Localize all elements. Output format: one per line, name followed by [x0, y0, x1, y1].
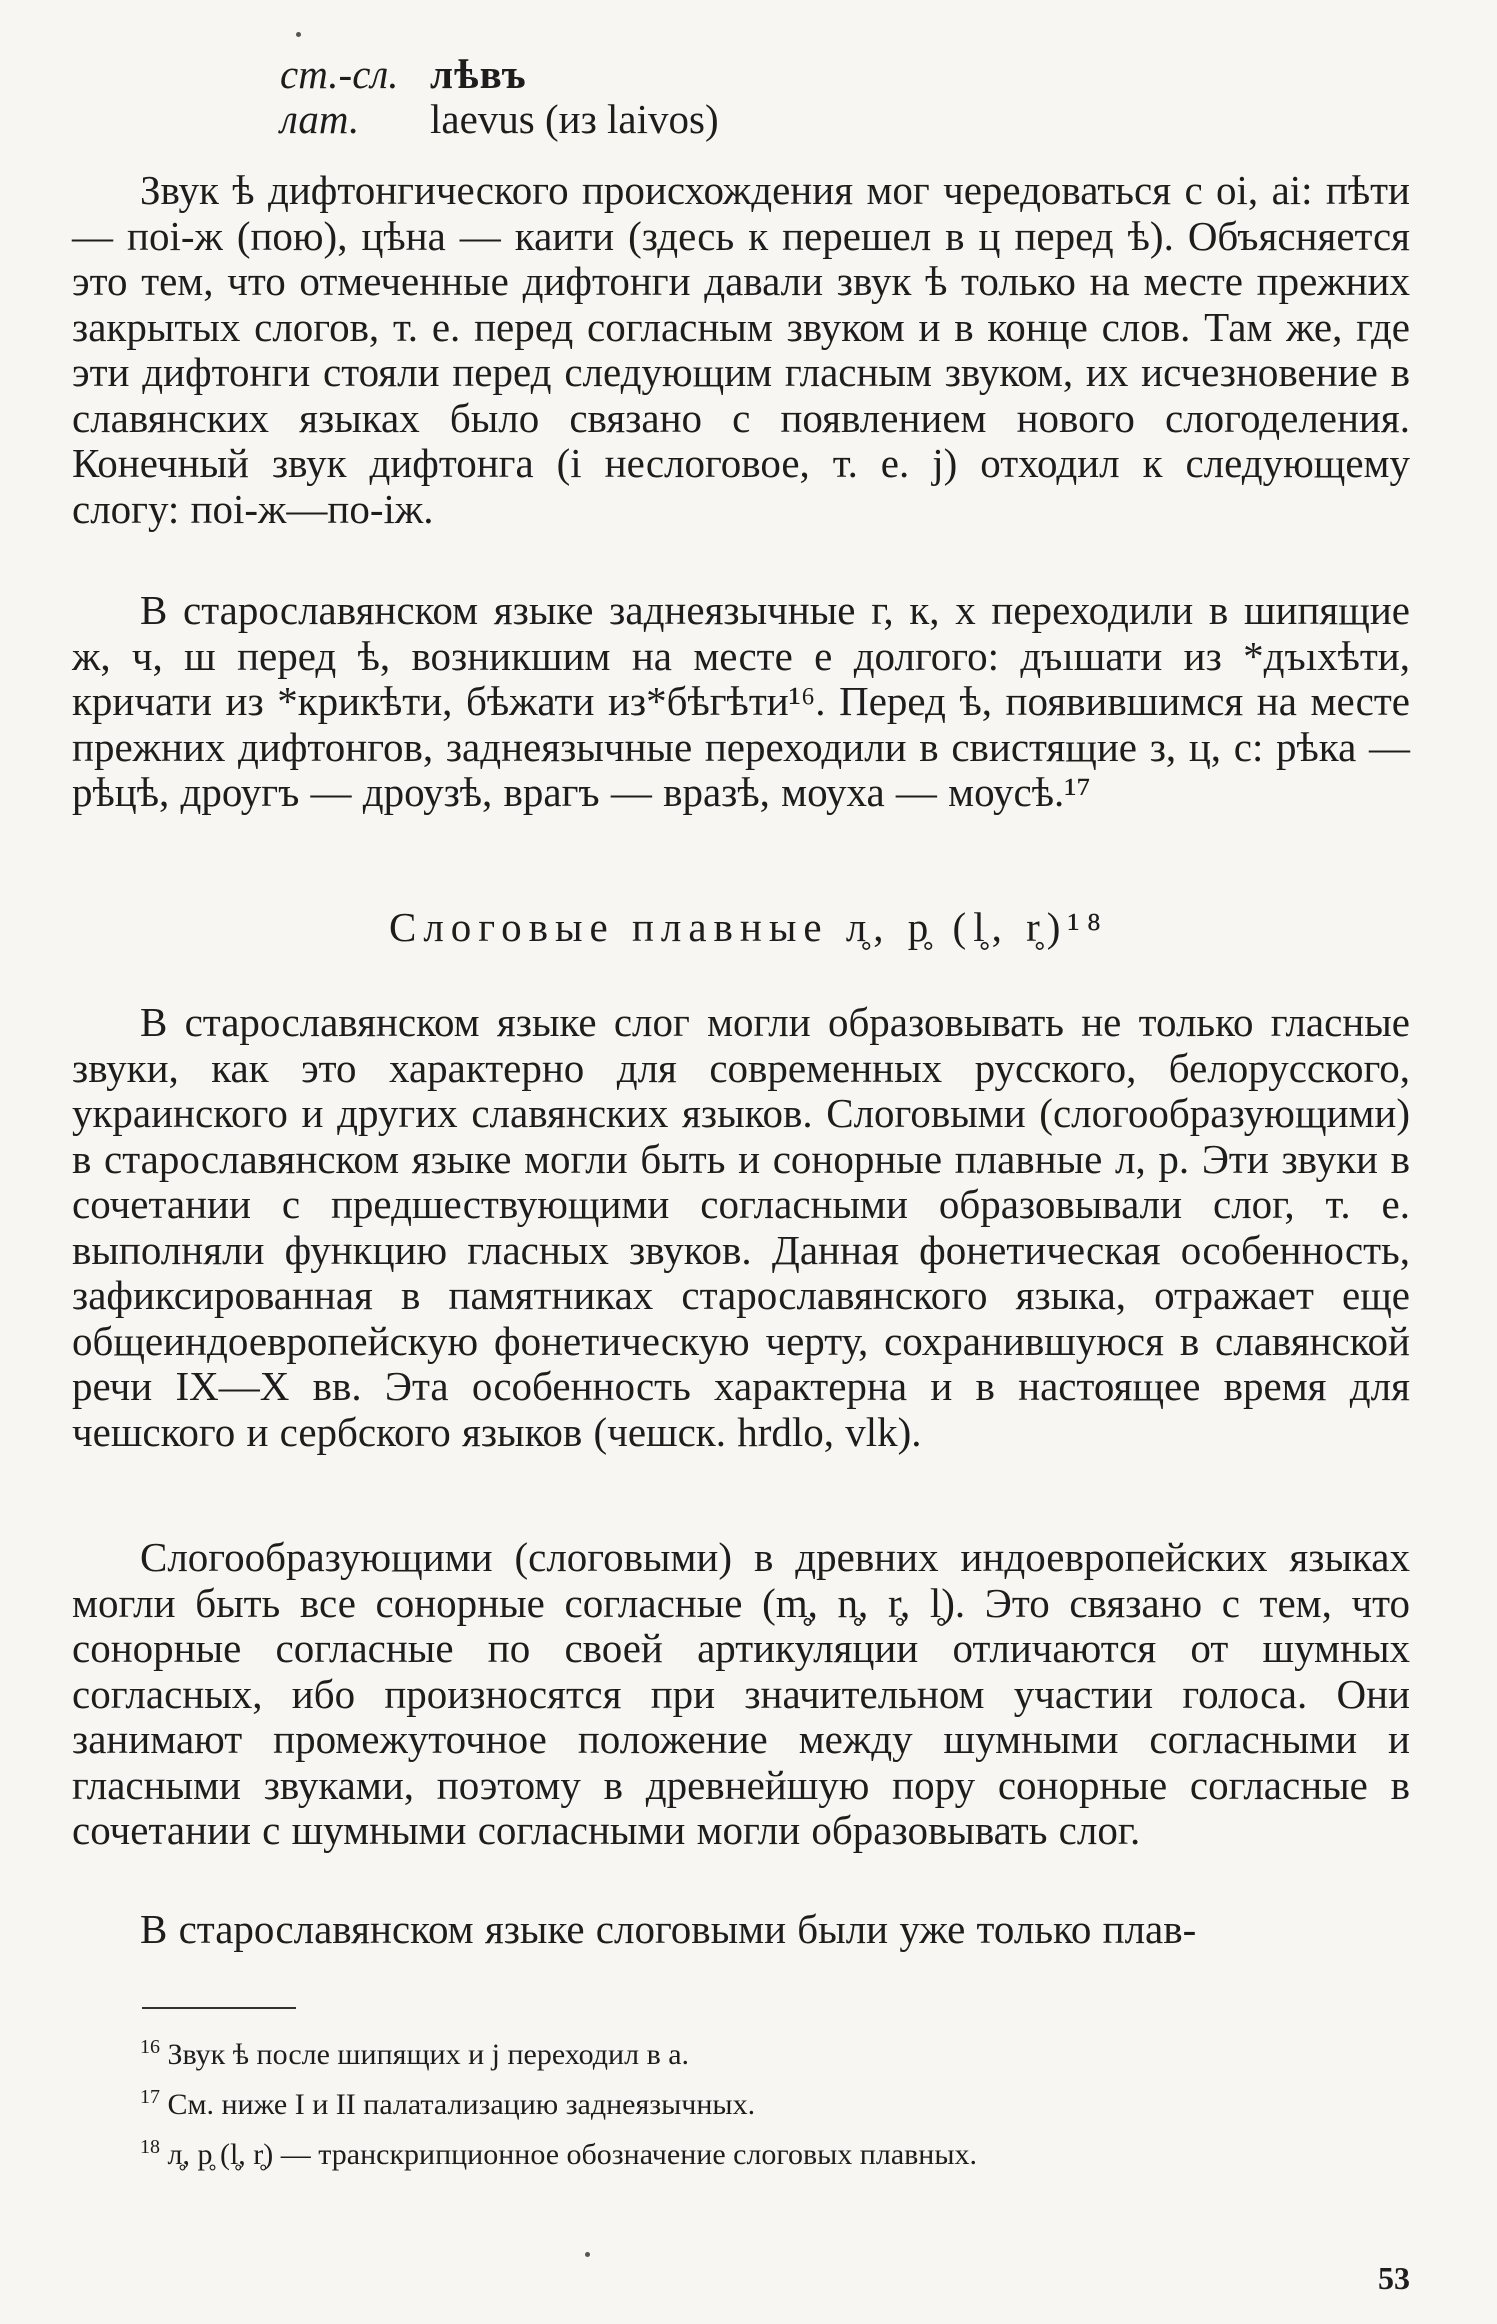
paragraph-text: Звук ѣ дифтонгического происхождения мог чередоваться с oi, ai: пѣти — поi-ж (пою), цѣна — каити (здесь к перешел в ц перед ѣ). Объясняется это тем, что отмеченные дифтонги давали звук ѣ только на месте прежних закрытых слогов, т. е. перед согласным звуком и в конце слов. Там же, где эти дифтонги стояли перед следующим гласным звуком, их исчезновение в славянских языках было связано с появлением нового слогоделения. Конечный звук дифтонга (i неслоговое, т. е. j) отходил к следующему слогу: поi-ж—по-iж.: [72, 167, 1410, 532]
page-number: 53: [1378, 2260, 1410, 2296]
footnote-separator: [142, 2007, 296, 2009]
language-label: ст.-сл.: [280, 51, 399, 97]
language-label: лат.: [280, 96, 360, 142]
footnote-number: 18: [140, 2136, 160, 2158]
print-speck: [585, 2252, 590, 2257]
footnote-text: См. ниже I и II палатализацию заднеязычных.: [167, 2088, 756, 2121]
paragraph-text: Слогообразующими (слоговыми) в древних индоевропейских языках могли быть все сонорные согласные (m̥, n̥, r̥, l̥). Это связано с тем, что сонорные согласные по своей артикуляции отличаются от шумных согласных, ибо произносятся при значительном участии голоса. Они занимают промежуточное положение между шумными согласными и гласными звуками, поэтому в древнейшую пору сонорные согласные в сочетании с шумными согласными могли образовывать слог.: [72, 1534, 1410, 1853]
example-word: laevus (из laivos): [430, 96, 719, 142]
footnote-text: Звук ѣ после шипящих и j переходил в а.: [167, 2038, 690, 2071]
print-speck: [296, 32, 301, 37]
paragraph-sonorants: [72, 1535, 1410, 1854]
example-row-latin: [280, 97, 719, 142]
example-row-old-church-slavonic: [280, 52, 719, 97]
paragraph-syllabic-liquids: [72, 1000, 1410, 1455]
example-word: лѣвъ: [430, 51, 527, 97]
etymology-examples: [280, 52, 719, 142]
footnote-18: [140, 2130, 977, 2172]
footnote-17: [140, 2080, 755, 2122]
paragraph-continuation: [72, 1907, 1410, 1953]
paragraph-text: В старославянском языке слог могли образовывать не только гласные звуки, как это характерно для современных русского, белорусского, украинского и других славянских языков. Слоговыми (слогообразующими) в старославянском языке могли быть и сонорные плавные л, р. Эти звуки в сочетании с предшествующими согласными образовывали слог, т. е. выполняли функцию гласных звуков. Данная фонетическая особенность, зафиксированная в памятниках старославянского языка, отражает еще общеиндоевропейскую фонетическую черту, сохранившуюся в славянской речи IX—X вв. Эта особенность характерна и в настоящее время для чешского и сербского языков (чешск. hrdlo, vlk).: [72, 999, 1410, 1455]
footnote-16: [140, 2030, 689, 2072]
paragraph-text: В старославянском языке заднеязычные г, к, х переходили в шипящие ж, ч, ш перед ѣ, возникшим на месте е долгого: дъıшати из *дъıхѣти, кричати из *крикѣти, бѣжати из*бѣгѣти¹⁶. Перед ѣ, появившимся на месте прежних дифтонгов, заднеязычные переходили в свистящие з, ц, с: рѣка — рѣцѣ, дроугъ — дроузѣ, врагъ — вразѣ, моуха — моусѣ.¹⁷: [72, 587, 1410, 815]
footnote-number: 16: [140, 2036, 160, 2058]
paragraph-velar-palatalization: [72, 588, 1410, 816]
section-heading: Слоговые плавные л̥, р̥ (l̥, r̥)¹⁸: [389, 904, 1108, 950]
paragraph-yat-alternation: [72, 168, 1410, 532]
footnote-text: л̥, р̥ (l̥, r̥) — транскрипционное обозначение слоговых плавных.: [167, 2138, 978, 2171]
footnote-number: 17: [140, 2086, 160, 2108]
paragraph-text: В старославянском языке слоговыми были уже только плав-: [140, 1906, 1197, 1952]
